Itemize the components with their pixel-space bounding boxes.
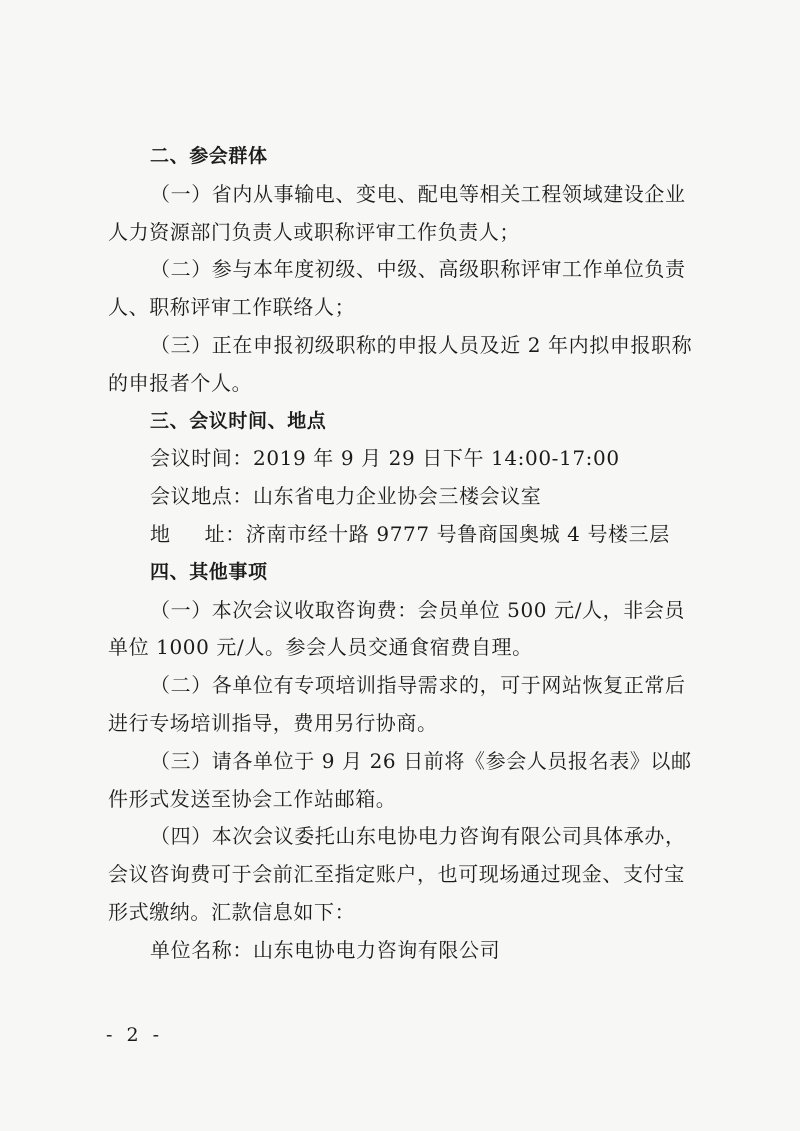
paragraph-line: （一）省内从事输电、变电、配电等相关工程领域建设企业 [150, 181, 686, 206]
paragraph-line: 人力资源部门负责人或职称评审工作负责人； [108, 219, 520, 244]
page-number: - 2 - [106, 1024, 164, 1046]
address-text: 址：济南市经十路 9777 号鲁商国奥城 4 号楼三层 [204, 521, 670, 546]
address-label-char: 地 [150, 521, 171, 546]
paragraph-line: （三）请各单位于 9 月 26 日前将《参会人员报名表》以邮 [150, 748, 692, 773]
paragraph-line: （二）各单位有专项培训指导需求的，可于网站恢复正常后 [150, 673, 686, 698]
company-name: 单位名称：山东电协电力咨询有限公司 [150, 937, 501, 962]
paragraph-line: 的申报者个人。 [108, 370, 253, 395]
paragraph-line: 件形式发送至协会工作站邮箱。 [108, 786, 397, 811]
section-heading-participants: 二、参会群体 [150, 145, 268, 167]
paragraph-line: （二）参与本年度初级、中级、高级职称评审工作单位负责 [150, 257, 686, 282]
paragraph-line: （三）正在申报初级职称的申报人员及近 2 年内拟申报职称 [150, 332, 693, 357]
paragraph-line: 会议咨询费可于会前汇至指定账户，也可现场通过现金、支付宝 [108, 862, 685, 887]
section-heading-other: 四、其他事项 [150, 560, 268, 583]
meeting-address [108, 516, 708, 554]
paragraph-line: 人、职称评审工作联络人； [108, 295, 356, 320]
paragraph-line: 进行专场培训指导，费用另行协商。 [108, 710, 438, 735]
paragraph-line: （四）本次会议委托山东电协电力咨询有限公司具体承办， [150, 824, 686, 849]
section-heading-time-venue: 三、会议时间、地点 [150, 409, 327, 432]
paragraph-line: （一）本次会议收取咨询费：会员单位 500 元/人，非会员 [150, 597, 686, 622]
meeting-time: 会议时间：2019 年 9 月 29 日下午 14:00-17:00 [150, 446, 620, 471]
meeting-venue: 会议地点：山东省电力企业协会三楼会议室 [150, 484, 542, 509]
paragraph-line: 单位 1000 元/人。参会人员交通食宿费自理。 [108, 635, 533, 660]
paragraph-line: 形式缴纳。汇款信息如下： [108, 899, 356, 924]
document-body [108, 138, 708, 970]
